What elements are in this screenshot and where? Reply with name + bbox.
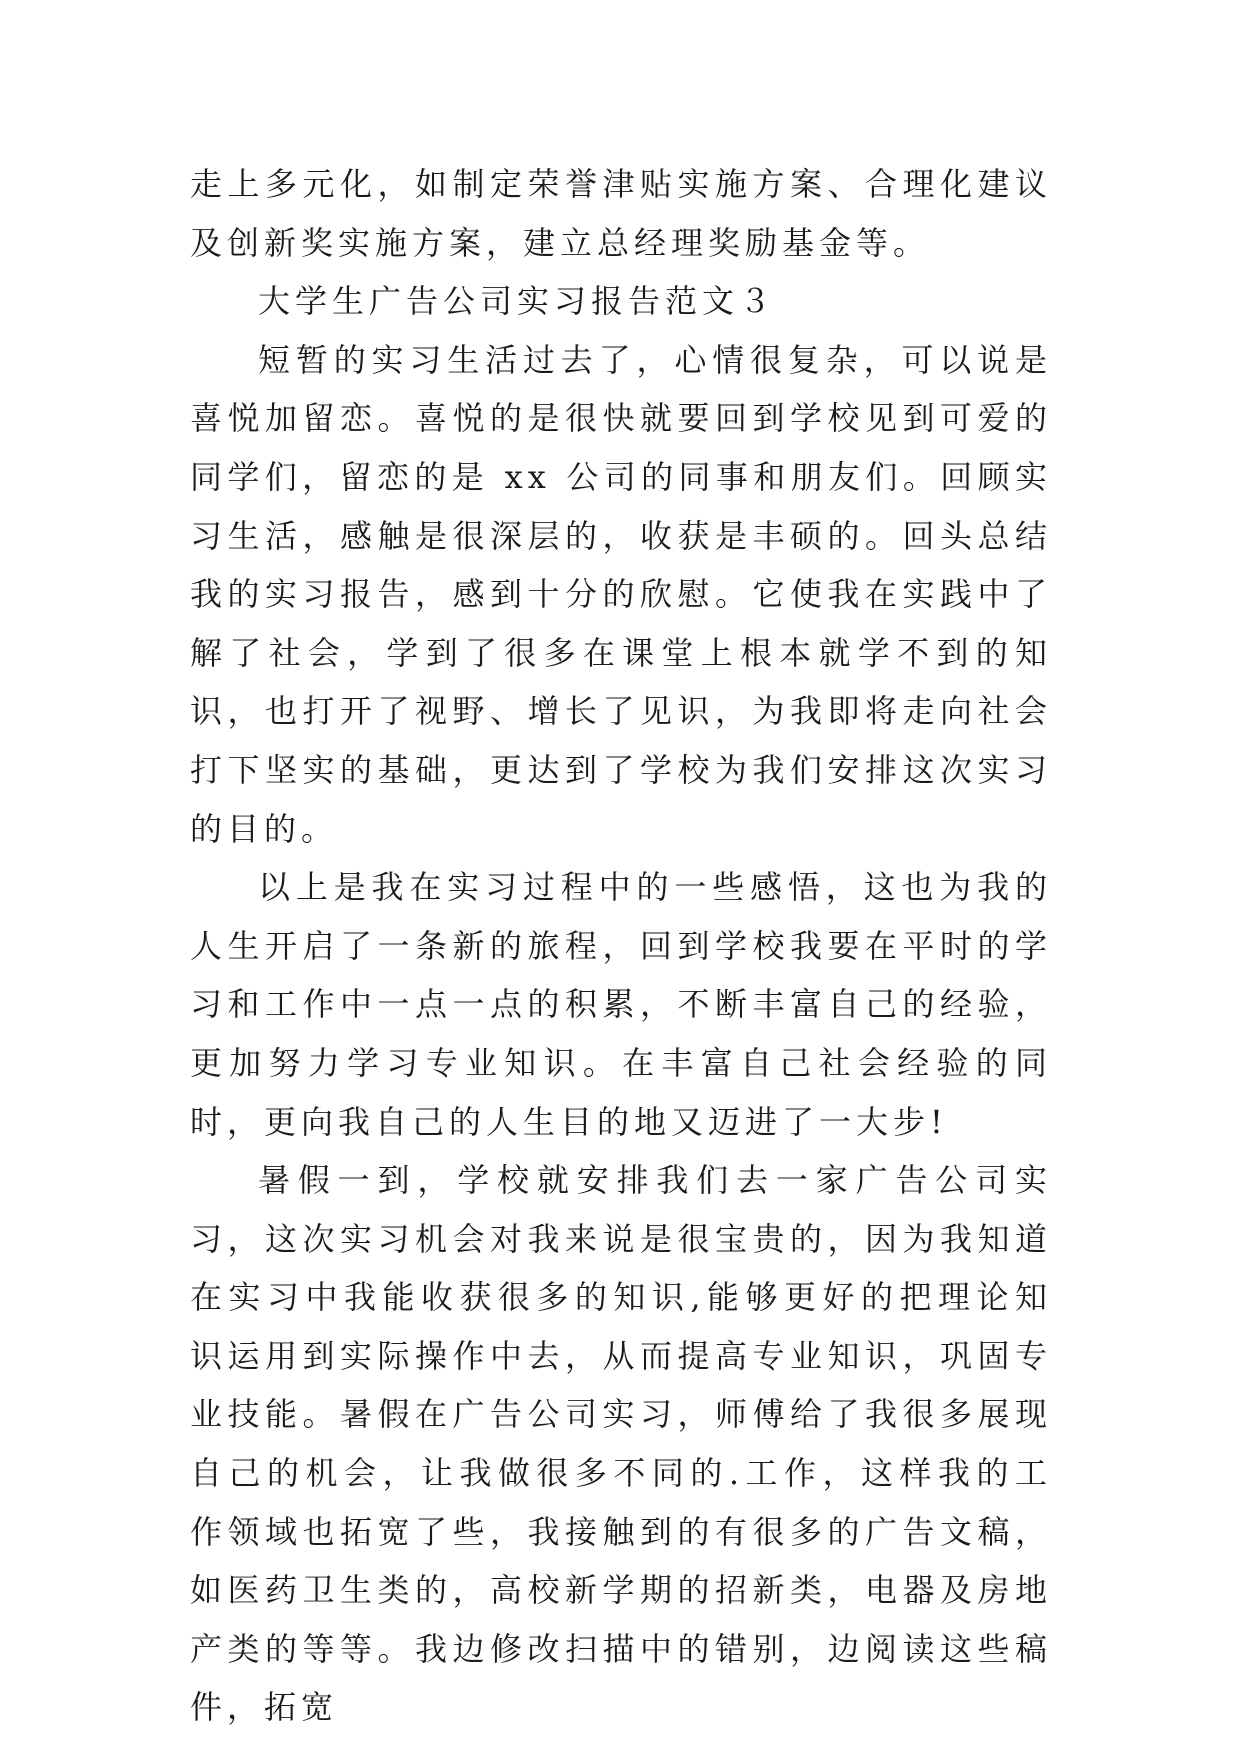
document-body [190, 155, 1052, 1737]
paragraph: 以上是我在实习过程中的一些感悟，这也为我的人生开启了一条新的旅程，回到学校我要在平时的学习和工作中一点一点的积累，不断丰富自己的经验，更加努力学习专业知识。在丰富自己社会经验的同时，更向我自己的人生目的地又迈进了一大步! [190, 868, 1052, 1141]
paragraph: 暑假一到，学校就安排我们去一家广告公司实习，这次实习机会对我来说是很宝贵的，因为我知道在实习中我能收获很多的知识,能够更好的把理论知识运用到实际操作中去，从而提高专业知识，巩固专业技能。暑假在广告公司实习，师傅给了我很多展现自己的机会，让我做很多不同的.工作，这样我的工作领域也拓宽了些，我接触到的有很多的广告文稿，如医药卫生类的，高校新学期的招新类，电器及房地产类的等等。我边修改扫描中的错别，边阅读这些稿件，拓宽 [190, 1161, 1052, 1727]
section-heading: 大学生广告公司实习报告范文３ [258, 282, 777, 321]
paragraph: 短暂的实习生活过去了，心情很复杂，可以说是喜悦加留恋。喜悦的是很快就要回到学校见到可爱的同学们，留恋的是 xx 公司的同事和朋友们。回顾实习生活，感触是很深层的，收获是丰硕的。回头总结我的实习报告，感到十分的欣慰。它使我在实践中了解了社会，学到了很多在课堂上根本就学不到的知识，也打开了视野、增长了见识，为我即将走向社会打下坚实的基础，更达到了学校为我们安排这次实习的目的。 [190, 340, 1052, 848]
paragraph-continuation: 走上多元化，如制定荣誉津贴实施方案、合理化建议及创新奖实施方案，建立总经理奖励基金等。 [190, 165, 1052, 262]
